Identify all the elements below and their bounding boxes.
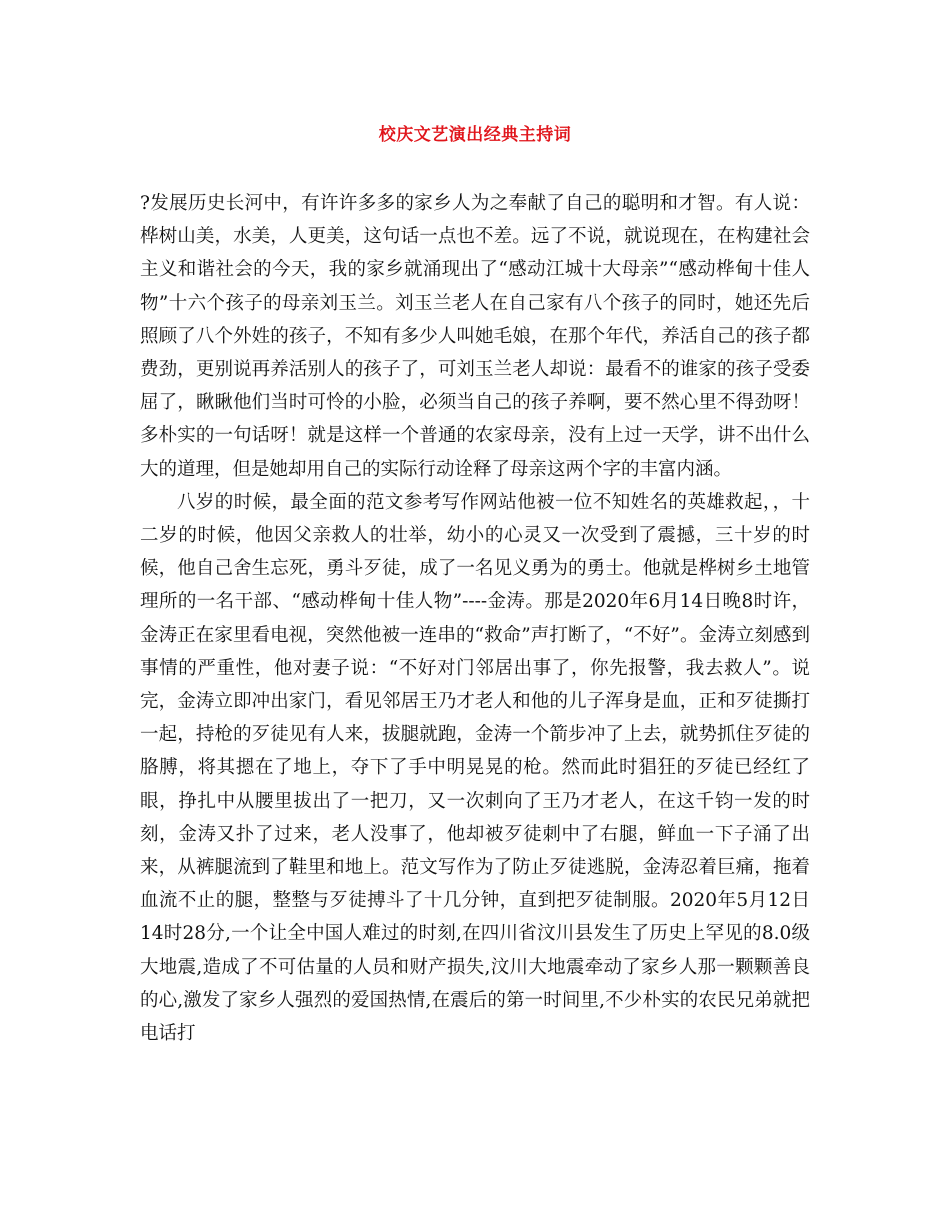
paragraph: 八岁的时候，最全面的范文参考写作网站他被一位不知姓名的英雄救起，，十二岁的时候，他因父亲救人的壮举，幼小的心灵又一次受到了震撼，三十岁的时候，他自己舍生忘死，勇斗歹徒，成了一名见义勇为的勇士。他就是桦树乡土地管理所的一名干部、“感动桦甸十佳人物”----金涛。那是2020年6月14日晚8时许，金涛正在家里看电视，突然他被一连串的“救命”声打断了，“不好”。金涛立刻感到事情的严重性，他对妻子说：“不好对门邻居出事了，你先报警，我去救人”。说完，金涛立即冲出家门，看见邻居王乃才老人和他的儿子浑身是血，正和歹徒撕打一起，持枪的歹徒见有人来，拔腿就跑，金涛一个箭步冲了上去，就势抓住歹徒的胳膊，将其摁在了地上，夺下了手中明晃晃的枪。然而此时猖狂的歹徒已经红了眼，挣扎中从腰里拔出了一把刀，又一次刺向了王乃才老人，在这千钧一发的时刻，金涛又扑了过来，老人没事了，他却被歹徒刺中了右腿，鲜血一下子涌了出来，从裤腿流到了鞋里和地上。范文写作为了防止歹徒逃脱，金涛忍着巨痛，拖着血流不止的腿，整整与歹徒搏斗了十几分钟，直到把歹徒制服。2020年5月12日14时28分,一个让全中国人难过的时刻,在四川省汶川县发生了历史上罕见的8.0级大地震,造成了不可估量的人员和财产损失,汶川大地震牵动了家乡人那一颗颗善良的心,激发了家乡人强烈的爱国热情,在震后的第一时间里,不少朴实的农民兄弟就把电话打 xyxy=(140,491,810,1045)
document-title: 校庆文艺演出经典主持词 xyxy=(378,125,572,145)
document-body xyxy=(140,187,810,1050)
paragraph: ?发展历史长河中，有许许多多的家乡人为之奉献了自己的聪明和才智。有人说：桦树山美，水美，人更美，这句话一点也不差。远了不说，就说现在，在构建社会主义和谐社会的今天，我的家乡就涌现出了“感动江城十大母亲”“感动桦甸十佳人物”十六个孩子的母亲刘玉兰。刘玉兰老人在自己家有八个孩子的同时，她还先后照顾了八个外姓的孩子，不知有多少人叫她毛娘，在那个年代，养活自己的孩子都费劲，更别说再养活别人的孩子了，可刘玉兰老人却说：最看不的谁家的孩子受委屈了，瞅瞅他们当时可怜的小脸，必须当自己的孩子养啊，要不然心里不得劲呀！多朴实的一句话呀！就是这样一个普通的农家母亲，没有上过一天学，讲不出什么大的道理，但是她却用自己的实际行动诠释了母亲这两个字的丰富内涵。 xyxy=(140,193,810,480)
